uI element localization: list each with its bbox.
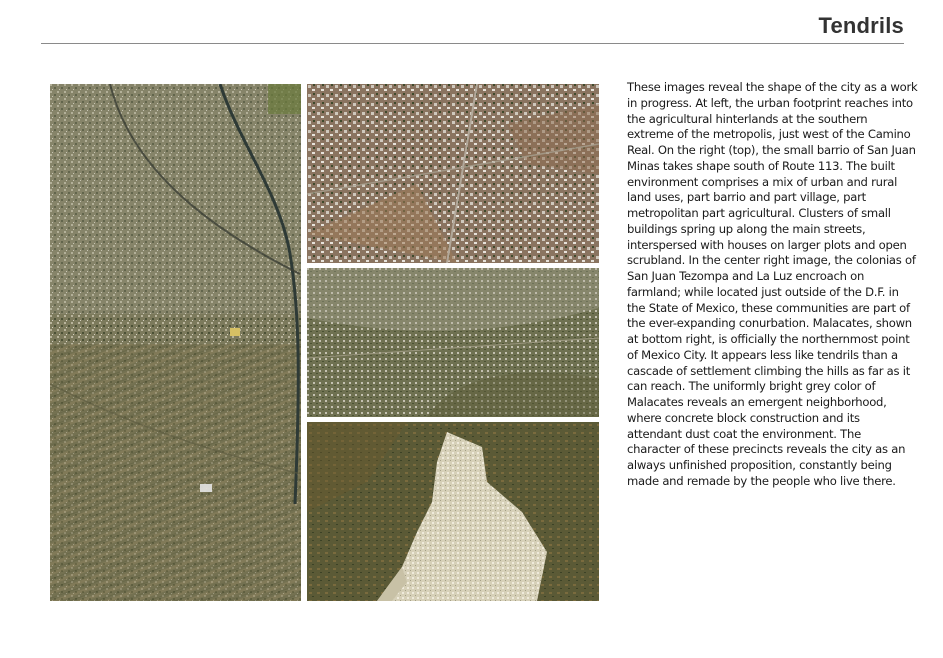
body-line: San Juan Tezompa and La Luz encroach on [627, 269, 865, 283]
body-line: These images reveal the shape of the city as a work [627, 80, 918, 94]
body-line: land uses, part barrio and part village, part [627, 190, 866, 205]
body-line: made and remade by the people who live there. [627, 473, 896, 488]
body-line: cascade of settlement climbing the hills as far as it [627, 363, 911, 378]
body-line: interspersed with houses on larger plots and open [627, 237, 907, 252]
body-line: at bottom right, is officially the northernmost point [627, 332, 910, 346]
body-line: always unfinished proposition, constantly being [627, 458, 892, 472]
body-line: of Mexico City. It appears less like tendrils than a [627, 347, 898, 362]
body-line: Real. On the right (top), the small barrio of San Juan [627, 143, 916, 157]
body-line: extreme of the metropolis, just west of the Camino [627, 127, 911, 142]
body-line: scrubland. In the center right image, the colonias of [627, 253, 916, 268]
body-line: Malacates reveals an emergent neighborhood, [627, 395, 887, 409]
body-line: the State of Mexico, these communities are part of [627, 300, 910, 315]
aerial-photo-southern-fringe [50, 84, 301, 601]
body-line: where concrete block construction and its [627, 410, 860, 425]
body-line: metropolitan part agricultural. Clusters of small [627, 206, 891, 220]
body-paragraph [627, 80, 918, 490]
body-line: in progress. At left, the urban footprint reaches into [627, 95, 913, 110]
body-line: the ever-expanding conurbation. Malacates, shown [627, 316, 912, 331]
body-line: environment comprises a mix of urban and rural [627, 174, 898, 189]
body-line: character of these precincts reveals the city as an [627, 442, 906, 457]
aerial-photo-tezompa-la-luz [307, 268, 599, 417]
aerial-photo-san-juan-minas [307, 84, 599, 263]
title-divider [41, 43, 904, 44]
body-line: attendant dust coat the environment. The [627, 426, 861, 441]
page-title: Tendrils [818, 13, 904, 38]
body-line: Minas takes shape south of Route 113. The built [627, 158, 895, 173]
body-line: the agricultural hinterlands at the southern [627, 111, 868, 126]
body-line: farmland; while located just outside of the D.F. in [627, 284, 899, 299]
aerial-photo-malacates [307, 422, 599, 601]
body-line: can reach. The uniformly bright grey color of [627, 379, 876, 394]
body-line: buildings spring up along the main streets, [627, 221, 866, 236]
